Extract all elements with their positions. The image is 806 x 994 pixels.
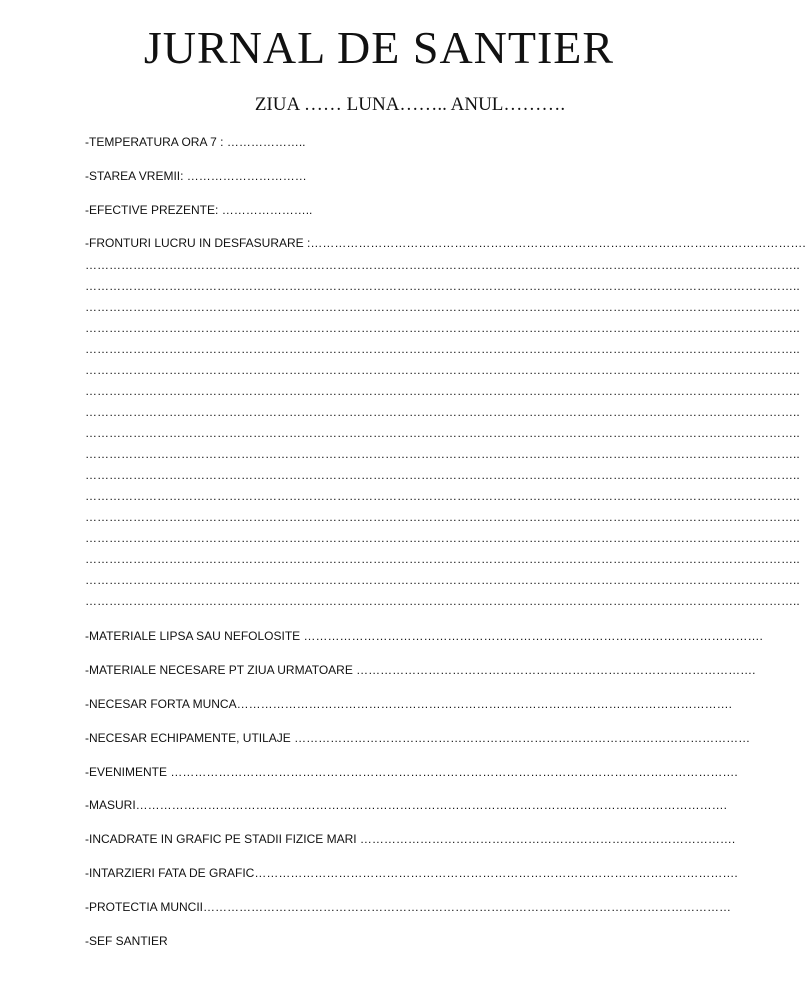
- field-label: -FRONTURI LUCRU IN DESFASURARE :: [85, 236, 311, 250]
- field-fill: ………………..: [226, 135, 306, 149]
- section-fill: …………………………………………………………………………………………………….: [303, 629, 763, 643]
- blank-line: ……………………………………………………………………………………………………………………………………………………………..: [85, 363, 800, 377]
- section-fill: ………………………………………………………………………………………………………….: [254, 866, 738, 880]
- blank-line: ……………………………………………………………………………………………………………………………………………………………..: [85, 552, 800, 566]
- field-label: -TEMPERATURA ORA 7 :: [85, 135, 227, 149]
- field-fronturi-lucru: [85, 235, 806, 251]
- blank-line: ……………………………………………………………………………………………………………………………………………………………..: [85, 447, 800, 461]
- section-label: -NECESAR FORTA MUNCA: [85, 697, 237, 711]
- blank-line: ……………………………………………………………………………………………………………………………………………………………..: [85, 573, 800, 587]
- blank-line: ……………………………………………………………………………………………………………………………………………………………..: [85, 342, 800, 356]
- date-line: ZIUA …… LUNA…….. ANUL……….: [254, 94, 566, 115]
- section-materiale-lipsa: [85, 628, 763, 644]
- blank-line: ……………………………………………………………………………………………………………………………………………………………..: [85, 321, 800, 335]
- blank-line: ……………………………………………………………………………………………………………………………………………………………..: [85, 384, 800, 398]
- section-fill: ……………………………………………………………………………………….: [356, 663, 756, 677]
- field-label: -EFECTIVE PREZENTE:: [85, 203, 222, 217]
- blank-line: ……………………………………………………………………………………………………………………………………………………………..: [85, 300, 800, 314]
- field-fill: …………………………………………………………………………………………………………….: [310, 236, 806, 250]
- field-fill: …………………..: [221, 203, 313, 217]
- document-title: JURNAL DE SANTIER: [143, 22, 615, 73]
- blank-line: ……………………………………………………………………………………………………………………………………………………………..: [85, 279, 800, 293]
- section-label: -PROTECTIA MUNCII: [85, 900, 204, 914]
- field-temperatura: [85, 134, 305, 150]
- section-protectia-muncii: [85, 899, 735, 915]
- section-label: -EVENIMENTE: [85, 765, 171, 779]
- section-label: -SEF SANTIER: [85, 934, 168, 948]
- section-materiale-necesare: [85, 662, 756, 678]
- section-incadrate-grafic: [85, 831, 735, 847]
- section-necesar-forta-munca: [85, 696, 730, 712]
- section-label: -MASURI: [85, 798, 136, 812]
- section-evenimente: [85, 764, 738, 780]
- field-starea-vremii: [85, 168, 307, 184]
- section-fill: …………………………………………………………………………………………………………………………….: [170, 765, 738, 779]
- blank-line: ……………………………………………………………………………………………………………………………………………………………..: [85, 468, 800, 482]
- section-label: -INCADRATE IN GRAFIC PE STADII FIZICE MARI: [85, 832, 360, 846]
- blank-line: ……………………………………………………………………………………………………………………………………………………………..: [85, 489, 800, 503]
- blank-line: ……………………………………………………………………………………………………………………………………………………………..: [85, 258, 800, 272]
- blank-line: ……………………………………………………………………………………………………………………………………………………………..: [85, 510, 800, 524]
- section-label: -NECESAR ECHIPAMENTE, UTILAJE: [85, 731, 295, 745]
- section-fill: …………………………………………………………………………………………………………….: [236, 697, 732, 711]
- section-necesar-echipamente: [85, 730, 751, 746]
- section-sef-santier: [85, 933, 168, 949]
- field-label: -STAREA VREMII:: [85, 169, 187, 183]
- section-label: -MATERIALE LIPSA SAU NEFOLOSITE: [85, 629, 304, 643]
- section-fill: ……………………………………………………………………………………………………………………: [203, 900, 732, 914]
- blank-line: ……………………………………………………………………………………………………………………………………………………………..: [85, 594, 800, 608]
- blank-line: ……………………………………………………………………………………………………………………………………………………………..: [85, 426, 800, 440]
- field-efective-prezente: [85, 202, 312, 218]
- blank-line: ……………………………………………………………………………………………………………………………………………………………..: [85, 405, 800, 419]
- blank-line: ……………………………………………………………………………………………………………………………………………………………..: [85, 531, 800, 545]
- section-fill: ………………………………………………………………………………………………………………………………….: [135, 798, 728, 812]
- field-fill: …………………………: [186, 169, 307, 183]
- section-intarzieri-grafic: [85, 865, 738, 881]
- section-fill: ……………………………………………………………………………………………………: [294, 731, 751, 745]
- section-label: -INTARZIERI FATA DE GRAFIC: [85, 866, 255, 880]
- section-masuri: [85, 797, 735, 813]
- section-fill: ………………………………………………………………………………….: [359, 832, 736, 846]
- section-label: -MATERIALE NECESARE PT ZIUA URMATOARE: [85, 663, 357, 677]
